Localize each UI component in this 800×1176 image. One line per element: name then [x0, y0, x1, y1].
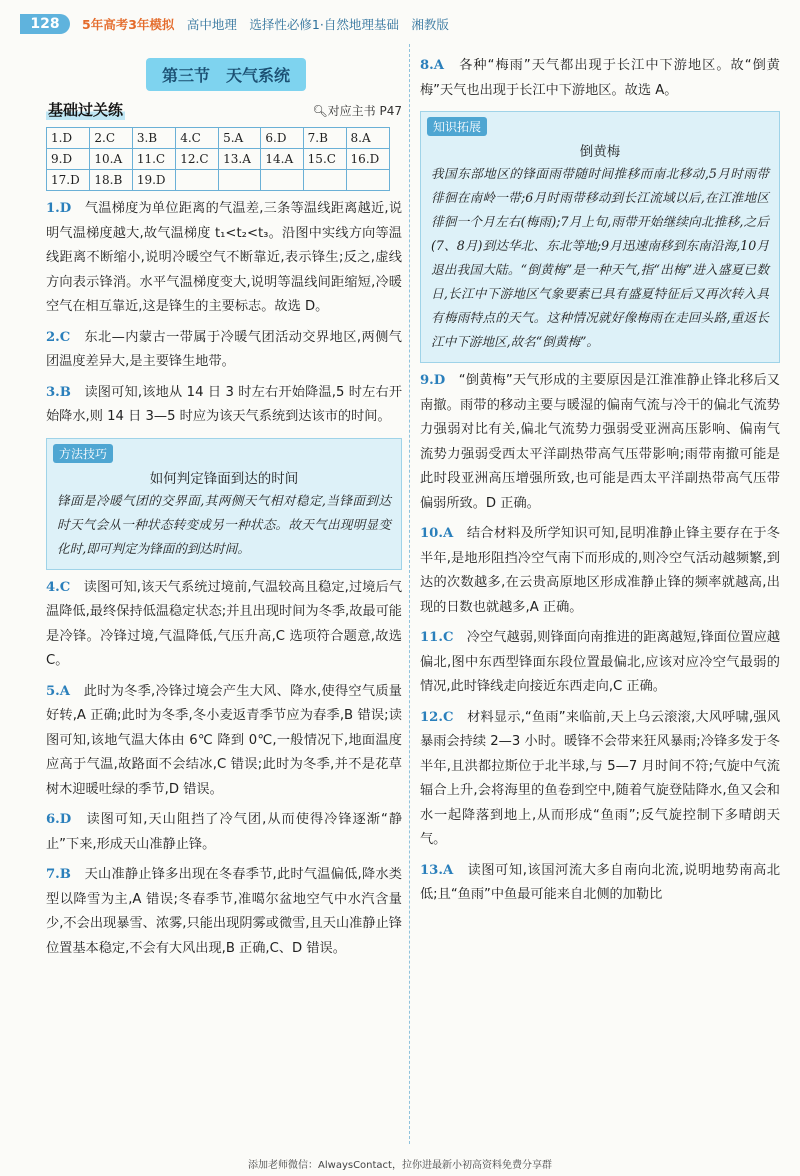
box-title: 如何判定锋面到达的时间	[149, 470, 299, 487]
answer-cell: 17.D	[47, 170, 90, 191]
reference-link[interactable]	[312, 102, 402, 119]
item-text: 冷空气越弱,则锋面向南推进的距离越短,锋面位置应越偏北,图中东西型锋面东段位置最偏北,应该对应冷空气最弱的情况,此时锋线走向接近东西走向,C 正确。	[420, 630, 781, 694]
item-text: 结合材料及所学知识可知,昆明准静止锋主要存在于冬半年,是地形阻挡冷空气南下而形成的,则冷空气活动越频繁,到达的次数越多,在云贵高原地区形成准静止锋的频率就越高,出现的日数也就越多,A 正确。	[420, 526, 780, 615]
explanation-item	[46, 326, 402, 375]
item-text: 各种“梅雨”天气都出现于长江中下游地区。故“倒黄梅”天气也出现于长江中下游地区。故选 A。	[420, 58, 780, 98]
explanation-item	[46, 680, 402, 803]
answer-row	[47, 128, 390, 149]
item-text: 读图可知,天山阻挡了冷气团,从而使得冷锋逐渐“静止”下来,形成天山准静止锋。	[46, 812, 403, 852]
answer-cell	[346, 170, 389, 191]
answer-cell: 15.C	[303, 149, 346, 170]
section-title: 第三节 天气系统	[146, 58, 306, 91]
subsection-header	[46, 99, 402, 123]
answer-cell: 1.D	[47, 128, 90, 149]
item-number: 13.A	[420, 862, 454, 878]
item-number: 2.C	[46, 329, 71, 345]
item-number: 7.B	[46, 867, 71, 882]
explanation-item	[420, 626, 780, 700]
item-text: 读图可知,该国河流大多自南向北流,说明地势南高北低;且“鱼雨”中鱼最可能来自北侧的加勒比	[420, 862, 781, 902]
series-title: 5年高考3年模拟	[82, 17, 175, 32]
item-text: “倒黄梅”天气形成的主要原因是江淮准静止锋北移后又南撤。雨带的移动主要与暖湿的偏南气流与冷干的偏北气流势力强弱对比有关,偏北气流势力强弱受亚洲高压影响、偏南气流势力强弱受西太平洋副热带高气压带影响;雨带南撤可能是此时段亚洲高压增强所致,也可能是西太平洋副热带高气压带偏弱所致。D 正确。	[420, 373, 780, 511]
answer-cell: 4.C	[176, 128, 219, 149]
item-text: 东北—内蒙古一带属于冷暖气团活动交界地区,两侧气团温度差异大,是主要锋生地带。	[46, 329, 402, 369]
explanation-item	[420, 522, 780, 620]
explanation-item	[420, 859, 780, 908]
answer-cell: 8.A	[346, 128, 389, 149]
page-number: 128	[20, 14, 70, 34]
subsection-title: 基础过关练	[48, 101, 124, 119]
explanation-item	[420, 369, 780, 516]
right-column	[420, 44, 780, 908]
header-text	[82, 15, 449, 33]
method-tip-box	[46, 438, 402, 570]
answer-cell: 18.B	[90, 170, 132, 191]
answer-cell: 19.D	[132, 170, 175, 191]
item-number: 11.C	[420, 630, 454, 645]
item-text: 天山准静止锋多出现在冬春季节,此时气温偏低,降水类型以降雪为主,A 错误;冬春季节,准噶尔盆地空气中水汽含量少,不会出现暴雪、浓雾,只能出现阴雾或微雪,且天山准静止锋位置基本稳定,不会有大风出现,B 正确,C、D 错误。	[46, 867, 402, 956]
item-number: 6.D	[46, 812, 72, 827]
answer-cell	[303, 170, 346, 191]
book-info: 高中地理 选择性必修1·自然地理基础 湘教版	[186, 17, 449, 32]
answer-cell: 6.D	[261, 128, 303, 149]
box-tag: 知识拓展	[427, 117, 487, 136]
answer-cell: 11.C	[132, 149, 175, 170]
answer-cell: 2.C	[90, 128, 132, 149]
explanation-item	[46, 197, 402, 320]
item-text: 读图可知,该地从 14 日 3 时左右开始降温,5 时左右开始降水,则 14 日 3—5 时应为该天气系统到达该市的时间。	[46, 384, 403, 424]
answer-cell	[219, 170, 261, 191]
explanation-item	[46, 808, 402, 857]
column-divider	[409, 44, 410, 1144]
item-number: 4.C	[46, 579, 71, 595]
answer-table	[46, 127, 390, 191]
left-column	[46, 44, 402, 961]
item-text: 读图可知,该天气系统过境前,气温较高且稳定,过境后气温降低,最终保持低温稳定状态;并且出现时间为冬季,故最可能是冷锋。冷锋过境,气温降低,气压升高,C 选项符合题意,故选 C。	[46, 579, 403, 668]
answer-cell: 10.A	[90, 149, 132, 170]
answer-cell: 7.B	[303, 128, 346, 149]
knowledge-box	[420, 111, 780, 363]
answer-cell: 9.D	[47, 149, 90, 170]
item-text: 气温梯度为单位距离的气温差,三条等温线距离越近,说明气温梯度越大,故气温梯度 t₁<t₂<t₃。沿图中实线方向等温线距离不断缩小,说明冷暖空气不断靠近,表示锋生;反之,虚线方向表示锋消。水平气温梯度变大,说明等温线间距缩短,冷暖空气在相互靠近,这是锋生的主要标志。故选 D。	[46, 201, 403, 314]
item-number: 8.A	[420, 58, 444, 73]
answer-cell: 3.B	[132, 128, 175, 149]
explanation-item	[46, 576, 402, 674]
answer-row	[47, 149, 390, 170]
answer-cell: 16.D	[346, 149, 389, 170]
item-number: 1.D	[46, 201, 72, 216]
explanation-item	[46, 863, 402, 961]
box-tag: 方法技巧	[53, 444, 113, 463]
item-number: 10.A	[420, 526, 454, 541]
explanation-item	[420, 706, 780, 853]
search-icon: 🔍︎	[312, 104, 328, 118]
item-text: 此时为冬季,冷锋过境会产生大风、降水,使得空气质量好转,A 正确;此时为冬季,冬小麦返青季节应为春季,B 错误;读图可知,该地气温大体由 6℃ 降到 0℃,一般情况下,地面温度应高于气温,故路面不会结冰,C 错误;此时为冬季,并不是花草树木迎暖吐绿的季节,D 错误。	[46, 683, 402, 797]
item-number: 5.A	[46, 683, 70, 699]
box-body: 锋面是冷暖气团的交界面,其两侧天气相对稳定,当锋面到达时天气会从一种状态转变成另一种状态。故天气出现明显变化时,即可判定为锋面的到达时间。	[57, 492, 391, 556]
box-title: 倒黄梅	[579, 144, 621, 160]
item-number: 12.C	[420, 709, 454, 725]
box-body: 我国东部地区的锋面雨带随时间推移而南北移动,5月时雨带徘徊在南岭一带;6月时雨带移动到长江流域以后,在江淮地区徘徊一个月左右(梅雨);7月上旬,雨带开始继续向北推移,之后(7、8月)到达华北、东北等地;9月迅速南移到东南沿海,10月退出我国大陆。“倒黄梅”是一种天气,指“出梅”进入盛夏已数日,长江中下游地区气象要素已具有盛夏特征后又再次转入具有梅雨特点的天气。这种情况就好像梅雨在走回头路,重返长江中下游地区,故名“倒黄梅”。	[431, 166, 769, 349]
answer-cell	[176, 170, 219, 191]
answer-cell: 14.A	[261, 149, 303, 170]
item-number: 9.D	[420, 373, 446, 388]
explanation-item	[420, 54, 780, 103]
reference-text: 对应主书 P47	[327, 104, 402, 118]
page-header	[0, 0, 800, 36]
answer-cell	[261, 170, 303, 191]
answer-cell: 5.A	[219, 128, 261, 149]
page-footer: 添加老师微信：AlwaysContact，拉你进最新小初高资料免费分享群	[248, 1160, 552, 1171]
answer-row	[47, 170, 390, 191]
item-text: 材料显示,“鱼雨”来临前,天上乌云滚滚,大风呼啸,强风暴雨会持续 2—3 小时。暖锋不会带来狂风暴雨;冷锋多发于冬半年,且洪都拉斯位于北半球,与 5—7 月时间不符;气旋中气流辐合上升,会将海里的鱼卷到空中,随着气旋登陆降水,鱼又会和水一起降落到地上,从而形成“鱼雨”;反气旋控制下多晴朗天气。	[420, 709, 781, 847]
answer-cell: 13.A	[219, 149, 261, 170]
item-number: 3.B	[46, 384, 71, 400]
answer-cell: 12.C	[176, 149, 219, 170]
explanation-item	[46, 381, 402, 430]
